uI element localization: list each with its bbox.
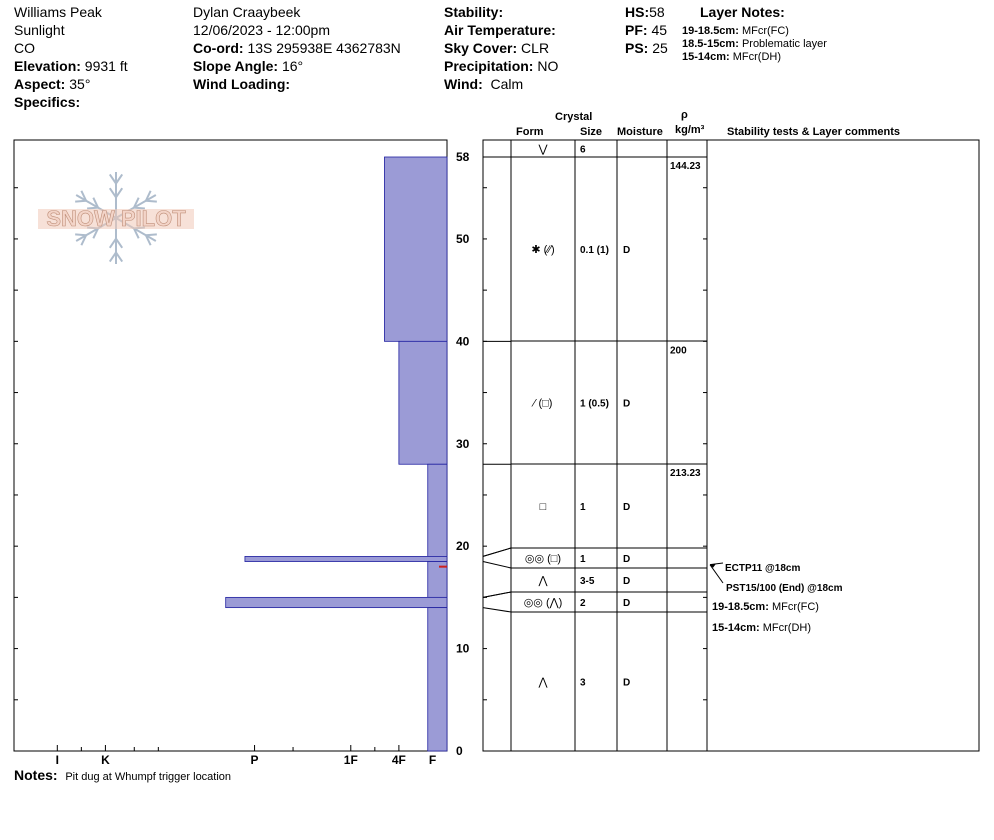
density-unit-header: kg/m³ — [675, 124, 705, 136]
layer-note-text: MFcr(DH) — [732, 51, 782, 63]
layer-note-range: 18.5-15cm: — [682, 38, 739, 50]
layer-comment-text: MFcr(FC) — [771, 601, 819, 613]
layer-moisture: D — [623, 677, 631, 689]
size-header: Size — [580, 126, 603, 138]
snowflake-branch — [75, 201, 86, 202]
wind-label: Wind: — [444, 76, 483, 92]
snowflake-branch — [146, 234, 157, 235]
layer-comment — [712, 622, 811, 634]
layer-size: 1 (0.5) — [580, 398, 609, 410]
layer-form: □ — [539, 501, 547, 513]
air-temp-label: Air Temperature: — [444, 22, 556, 38]
hardness-tick-label: 4F — [391, 753, 406, 767]
hardness-bar — [384, 157, 447, 341]
layer-note-range: 15-14cm: — [682, 51, 730, 63]
layer-form: ◎◎ (⋀) — [523, 597, 563, 609]
location: Williams Peak — [14, 4, 102, 20]
precip-value: NO — [537, 58, 559, 74]
layer-moisture: D — [623, 598, 631, 609]
hardness-bar — [245, 556, 447, 561]
slope-value: 16° — [281, 58, 304, 74]
datetime: 12/06/2023 - 12:00pm — [193, 22, 330, 38]
hs-label: HS: — [625, 4, 650, 20]
state: CO — [14, 40, 35, 56]
layer-size: 0.1 (1) — [580, 245, 609, 256]
depth-tick-label: 58 — [456, 150, 470, 164]
stability-label: Stability: — [444, 4, 504, 20]
density-value: 213.23 — [670, 468, 701, 480]
stability-test-arrow — [710, 565, 723, 583]
layer-connector — [483, 592, 511, 597]
layer-note-range: 19-18.5cm: — [682, 25, 739, 37]
ps-value: 25 — [652, 40, 668, 56]
layer-form: ◎◎ (□) — [524, 553, 562, 565]
depth-tick-label: 0 — [456, 744, 463, 758]
hardness-tick-label: F — [428, 753, 437, 767]
notes — [14, 766, 231, 784]
layer-note-text: Problematic layer — [741, 38, 827, 50]
layer-comment — [712, 601, 819, 613]
layer-comment-range: 19-18.5cm: — [712, 601, 772, 613]
depth-tick-label: 40 — [456, 334, 470, 349]
rho-header: ρ — [681, 109, 688, 121]
layer-size: 6 — [580, 144, 586, 156]
coord-value: 13S 295938E 4362783N — [247, 40, 401, 56]
layer-comment-text: MFcr(DH) — [762, 622, 812, 634]
comments-header: Stability tests & Layer comments — [727, 126, 901, 138]
stability-test: ECTP11 @18cm — [725, 563, 801, 574]
logo-text: SNOW PILOT — [46, 206, 186, 231]
crystal-header: Crystal — [555, 111, 593, 123]
snowflake-branch — [146, 201, 157, 202]
specifics-label: Specifics: — [14, 94, 81, 110]
layer-connector — [483, 548, 511, 556]
sky-label: Sky Cover: — [444, 40, 518, 56]
layer-form: ✱ (⁄⁄) — [531, 244, 555, 256]
sky-value: CLR — [521, 40, 550, 56]
layer-moisture: D — [623, 502, 631, 513]
layer-notes-title: Layer Notes: — [700, 4, 785, 20]
layer-connector — [483, 562, 511, 568]
stability-test: PST15/100 (End) @18cm — [726, 583, 843, 594]
wind-value: Calm — [490, 76, 524, 92]
layer-form: ⁄ (□) — [533, 397, 553, 410]
hardness-bar — [226, 597, 447, 607]
layer-moisture: D — [623, 554, 631, 565]
snowflake-branch — [75, 234, 86, 235]
layer-moisture: D — [623, 576, 631, 587]
slope-label: Slope Angle: — [193, 58, 279, 74]
layer-size: 3-5 — [580, 576, 595, 587]
layer-form: ⋀ — [538, 676, 548, 689]
range: Sunlight — [14, 22, 65, 38]
hardness-tick-label: K — [101, 753, 110, 767]
hs-value: 58 — [649, 4, 665, 20]
notes-label: Notes: — [14, 767, 58, 783]
hardness-plot-frame — [14, 140, 447, 751]
form-header: Form — [516, 126, 544, 138]
layer-comment-range: 15-14cm: — [712, 622, 763, 634]
aspect-value: 35° — [69, 76, 91, 92]
layer-moisture: D — [623, 398, 631, 410]
ps-label: PS: — [625, 40, 649, 56]
precip-label: Precipitation: — [444, 58, 534, 74]
layer-table-frame — [483, 140, 979, 751]
hardness-tick-label: 1F — [343, 753, 358, 767]
notes-text: Pit dug at Whumpf trigger location — [65, 771, 232, 783]
layer-size: 2 — [580, 598, 586, 609]
layer-note-text: MFcr(FC) — [741, 25, 789, 37]
hardness-bar — [399, 341, 447, 464]
depth-tick-label: 10 — [456, 641, 470, 656]
layer-size: 1 — [580, 554, 586, 565]
elevation-label: Elevation: — [14, 58, 81, 74]
density-value: 200 — [670, 345, 687, 357]
hardness-tick-label: P — [250, 753, 259, 767]
pf-label: PF: — [625, 22, 648, 38]
pf-value: 45 — [651, 22, 668, 38]
hardness-bar — [428, 464, 447, 556]
layer-form: ⋁ — [538, 143, 548, 156]
layer-connector — [483, 608, 511, 612]
depth-tick-label: 30 — [456, 436, 470, 451]
coord-label: Co-ord: — [193, 40, 244, 56]
hardness-tick-label: I — [55, 753, 59, 767]
density-value: 144.23 — [670, 161, 701, 172]
observer: Dylan Craaybeek — [193, 4, 301, 20]
depth-tick-label: 20 — [456, 539, 470, 554]
hardness-bar — [428, 608, 447, 751]
layer-size: 3 — [580, 677, 586, 689]
depth-tick-label: 50 — [456, 231, 470, 246]
elevation-value: 9931 ft — [84, 58, 128, 74]
aspect-label: Aspect: — [14, 76, 66, 92]
layer-size: 1 — [580, 502, 586, 513]
layer-form: ⋀ — [538, 575, 548, 587]
layer-moisture: D — [623, 245, 631, 256]
wind-loading-label: Wind Loading: — [193, 76, 291, 92]
snowpilot-logo — [38, 172, 194, 264]
moisture-header: Moisture — [617, 126, 663, 138]
